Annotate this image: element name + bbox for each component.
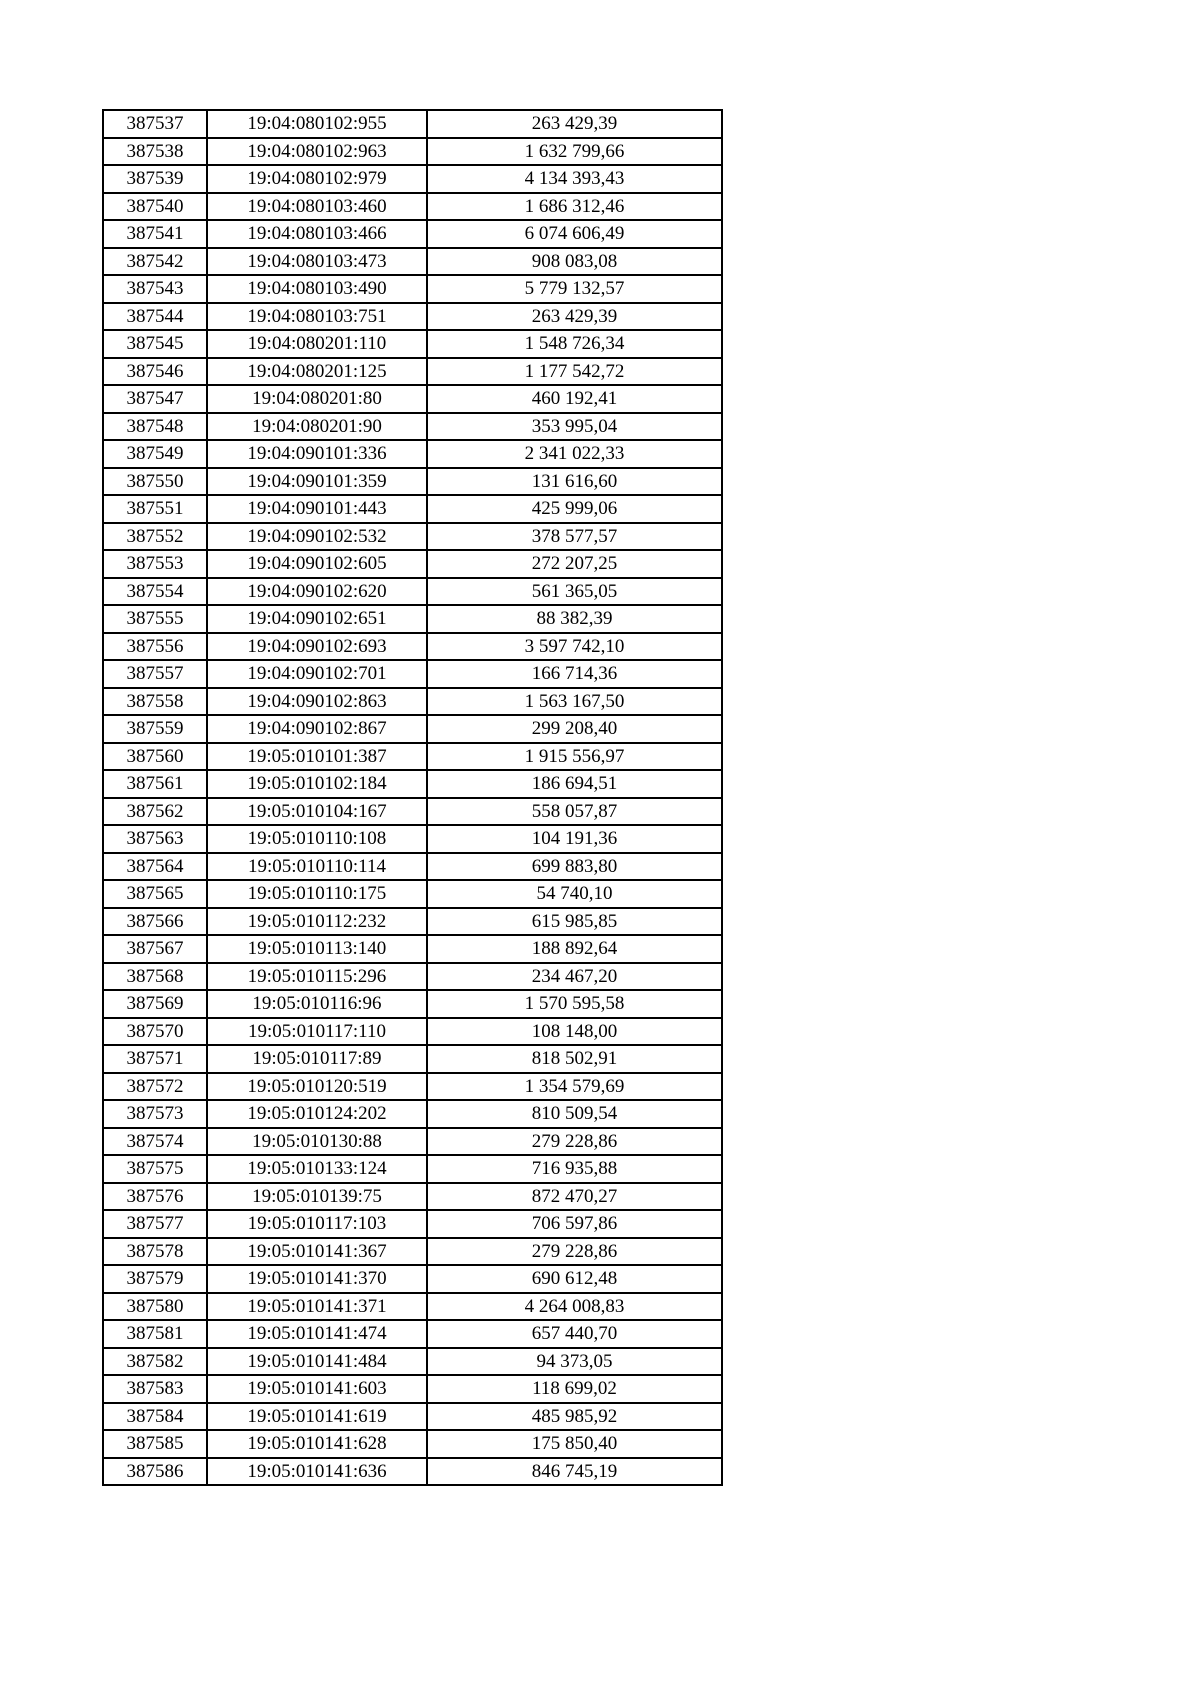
value-cell: 353 995,04 — [427, 413, 722, 441]
row-number-cell: 387551 — [103, 495, 207, 523]
cadastral-number-cell: 19:04:090101:359 — [207, 468, 427, 496]
row-number-cell: 387563 — [103, 825, 207, 853]
table-row — [103, 825, 722, 853]
cadastral-number-cell: 19:04:090102:693 — [207, 633, 427, 661]
row-number-cell: 387537 — [103, 110, 207, 138]
table-row — [103, 440, 722, 468]
row-number-cell: 387557 — [103, 660, 207, 688]
value-cell: 263 429,39 — [427, 303, 722, 331]
value-cell: 1 354 579,69 — [427, 1073, 722, 1101]
cadastral-number-cell: 19:05:010141:370 — [207, 1265, 427, 1293]
value-cell: 3 597 742,10 — [427, 633, 722, 661]
cadastral-number-cell: 19:05:010117:89 — [207, 1045, 427, 1073]
cadastral-number-cell: 19:05:010110:175 — [207, 880, 427, 908]
row-number-cell: 387567 — [103, 935, 207, 963]
cadastral-number-cell: 19:05:010117:110 — [207, 1018, 427, 1046]
value-cell: 54 740,10 — [427, 880, 722, 908]
cadastral-number-cell: 19:04:080103:490 — [207, 275, 427, 303]
value-cell: 6 074 606,49 — [427, 220, 722, 248]
value-cell: 299 208,40 — [427, 715, 722, 743]
value-cell: 716 935,88 — [427, 1155, 722, 1183]
row-number-cell: 387584 — [103, 1403, 207, 1431]
value-cell: 378 577,57 — [427, 523, 722, 551]
table-row — [103, 1128, 722, 1156]
cadastral-number-cell: 19:05:010104:167 — [207, 798, 427, 826]
table-row — [103, 1403, 722, 1431]
cadastral-number-cell: 19:04:080201:90 — [207, 413, 427, 441]
row-number-cell: 387556 — [103, 633, 207, 661]
cadastral-number-cell: 19:04:090102:532 — [207, 523, 427, 551]
cadastral-number-cell: 19:04:090102:863 — [207, 688, 427, 716]
value-cell: 234 467,20 — [427, 963, 722, 991]
table-row — [103, 248, 722, 276]
table-row — [103, 1045, 722, 1073]
cadastral-number-cell: 19:05:010110:108 — [207, 825, 427, 853]
value-cell: 818 502,91 — [427, 1045, 722, 1073]
cadastral-number-cell: 19:04:080103:466 — [207, 220, 427, 248]
row-number-cell: 387547 — [103, 385, 207, 413]
cadastral-number-cell: 19:04:080103:751 — [207, 303, 427, 331]
table-row — [103, 468, 722, 496]
value-cell: 88 382,39 — [427, 605, 722, 633]
cadastral-number-cell: 19:05:010141:367 — [207, 1238, 427, 1266]
value-cell: 1 177 542,72 — [427, 358, 722, 386]
table-row — [103, 1183, 722, 1211]
table-row — [103, 880, 722, 908]
cadastral-number-cell: 19:05:010117:103 — [207, 1210, 427, 1238]
row-number-cell: 387582 — [103, 1348, 207, 1376]
cadastral-number-cell: 19:04:090102:867 — [207, 715, 427, 743]
row-number-cell: 387571 — [103, 1045, 207, 1073]
value-cell: 425 999,06 — [427, 495, 722, 523]
table-row — [103, 1210, 722, 1238]
cadastral-number-cell: 19:04:080103:473 — [207, 248, 427, 276]
row-number-cell: 387583 — [103, 1375, 207, 1403]
cadastral-number-cell: 19:05:010101:387 — [207, 743, 427, 771]
cadastral-number-cell: 19:05:010141:619 — [207, 1403, 427, 1431]
cadastral-number-cell: 19:04:080201:125 — [207, 358, 427, 386]
cadastral-number-cell: 19:04:080102:955 — [207, 110, 427, 138]
value-cell: 131 616,60 — [427, 468, 722, 496]
cadastral-number-cell: 19:04:090102:605 — [207, 550, 427, 578]
value-cell: 166 714,36 — [427, 660, 722, 688]
row-number-cell: 387549 — [103, 440, 207, 468]
table-row — [103, 1458, 722, 1486]
row-number-cell: 387572 — [103, 1073, 207, 1101]
value-cell: 908 083,08 — [427, 248, 722, 276]
table-row — [103, 385, 722, 413]
table-row — [103, 1348, 722, 1376]
table-row — [103, 193, 722, 221]
cadastral-number-cell: 19:05:010110:114 — [207, 853, 427, 881]
table-row — [103, 1100, 722, 1128]
value-cell: 94 373,05 — [427, 1348, 722, 1376]
value-cell: 5 779 132,57 — [427, 275, 722, 303]
table-row — [103, 798, 722, 826]
row-number-cell: 387574 — [103, 1128, 207, 1156]
table-row — [103, 660, 722, 688]
row-number-cell: 387565 — [103, 880, 207, 908]
value-cell: 706 597,86 — [427, 1210, 722, 1238]
cadastral-number-cell: 19:05:010141:484 — [207, 1348, 427, 1376]
cadastral-number-cell: 19:05:010141:636 — [207, 1458, 427, 1486]
table-row — [103, 770, 722, 798]
cadastral-number-cell: 19:04:080201:110 — [207, 330, 427, 358]
cadastral-number-cell: 19:05:010102:184 — [207, 770, 427, 798]
value-cell: 561 365,05 — [427, 578, 722, 606]
table-body — [103, 110, 722, 1485]
row-number-cell: 387545 — [103, 330, 207, 358]
table-row — [103, 358, 722, 386]
cadastral-number-cell: 19:05:010141:474 — [207, 1320, 427, 1348]
value-cell: 279 228,86 — [427, 1238, 722, 1266]
table-row — [103, 963, 722, 991]
row-number-cell: 387546 — [103, 358, 207, 386]
row-number-cell: 387543 — [103, 275, 207, 303]
row-number-cell: 387575 — [103, 1155, 207, 1183]
table-row — [103, 1238, 722, 1266]
cadastral-number-cell: 19:05:010141:603 — [207, 1375, 427, 1403]
row-number-cell: 387558 — [103, 688, 207, 716]
table-row — [103, 550, 722, 578]
row-number-cell: 387579 — [103, 1265, 207, 1293]
table-row — [103, 303, 722, 331]
cadastral-number-cell: 19:04:090101:443 — [207, 495, 427, 523]
table-row — [103, 1073, 722, 1101]
row-number-cell: 387581 — [103, 1320, 207, 1348]
cadastral-number-cell: 19:04:090102:701 — [207, 660, 427, 688]
value-cell: 175 850,40 — [427, 1430, 722, 1458]
row-number-cell: 387552 — [103, 523, 207, 551]
row-number-cell: 387553 — [103, 550, 207, 578]
cadastral-number-cell: 19:04:080102:963 — [207, 138, 427, 166]
value-cell: 272 207,25 — [427, 550, 722, 578]
table-row — [103, 1293, 722, 1321]
cadastral-number-cell: 19:05:010133:124 — [207, 1155, 427, 1183]
value-cell: 104 191,36 — [427, 825, 722, 853]
row-number-cell: 387550 — [103, 468, 207, 496]
value-cell: 657 440,70 — [427, 1320, 722, 1348]
row-number-cell: 387561 — [103, 770, 207, 798]
row-number-cell: 387555 — [103, 605, 207, 633]
row-number-cell: 387573 — [103, 1100, 207, 1128]
row-number-cell: 387539 — [103, 165, 207, 193]
table-row — [103, 935, 722, 963]
table-row — [103, 1018, 722, 1046]
value-cell: 485 985,92 — [427, 1403, 722, 1431]
value-cell: 810 509,54 — [427, 1100, 722, 1128]
value-cell: 558 057,87 — [427, 798, 722, 826]
cadastral-number-cell: 19:04:080201:80 — [207, 385, 427, 413]
cadastral-number-cell: 19:05:010115:296 — [207, 963, 427, 991]
table-row — [103, 578, 722, 606]
row-number-cell: 387564 — [103, 853, 207, 881]
value-cell: 118 699,02 — [427, 1375, 722, 1403]
table-row — [103, 853, 722, 881]
row-number-cell: 387554 — [103, 578, 207, 606]
table-row — [103, 605, 722, 633]
row-number-cell: 387542 — [103, 248, 207, 276]
table-row — [103, 743, 722, 771]
row-number-cell: 387540 — [103, 193, 207, 221]
row-number-cell: 387548 — [103, 413, 207, 441]
cadastral-number-cell: 19:04:090102:620 — [207, 578, 427, 606]
value-cell: 1 548 726,34 — [427, 330, 722, 358]
value-cell: 1 632 799,66 — [427, 138, 722, 166]
table-row — [103, 1375, 722, 1403]
row-number-cell: 387576 — [103, 1183, 207, 1211]
table-row — [103, 633, 722, 661]
cadastral-number-cell: 19:05:010124:202 — [207, 1100, 427, 1128]
row-number-cell: 387578 — [103, 1238, 207, 1266]
row-number-cell: 387586 — [103, 1458, 207, 1486]
table-row — [103, 495, 722, 523]
value-cell: 846 745,19 — [427, 1458, 722, 1486]
cadastral-number-cell: 19:04:090102:651 — [207, 605, 427, 633]
value-cell: 1 570 595,58 — [427, 990, 722, 1018]
row-number-cell: 387560 — [103, 743, 207, 771]
table-row — [103, 110, 722, 138]
value-cell: 1 563 167,50 — [427, 688, 722, 716]
cadastral-number-cell: 19:05:010116:96 — [207, 990, 427, 1018]
row-number-cell: 387577 — [103, 1210, 207, 1238]
value-cell: 279 228,86 — [427, 1128, 722, 1156]
table-row — [103, 165, 722, 193]
value-cell: 188 892,64 — [427, 935, 722, 963]
cadastral-number-cell: 19:04:080102:979 — [207, 165, 427, 193]
value-cell: 1 915 556,97 — [427, 743, 722, 771]
row-number-cell: 387570 — [103, 1018, 207, 1046]
value-cell: 4 264 008,83 — [427, 1293, 722, 1321]
value-cell: 872 470,27 — [427, 1183, 722, 1211]
cadastral-number-cell: 19:05:010141:628 — [207, 1430, 427, 1458]
table-row — [103, 413, 722, 441]
table-row — [103, 990, 722, 1018]
value-cell: 186 694,51 — [427, 770, 722, 798]
data-table — [102, 109, 723, 1486]
row-number-cell: 387541 — [103, 220, 207, 248]
table-row — [103, 275, 722, 303]
value-cell: 108 148,00 — [427, 1018, 722, 1046]
table-row — [103, 330, 722, 358]
row-number-cell: 387559 — [103, 715, 207, 743]
value-cell: 2 341 022,33 — [427, 440, 722, 468]
row-number-cell: 387538 — [103, 138, 207, 166]
value-cell: 699 883,80 — [427, 853, 722, 881]
table-row — [103, 908, 722, 936]
cadastral-number-cell: 19:05:010139:75 — [207, 1183, 427, 1211]
value-cell: 4 134 393,43 — [427, 165, 722, 193]
cadastral-number-cell: 19:05:010130:88 — [207, 1128, 427, 1156]
table-row — [103, 1155, 722, 1183]
value-cell: 615 985,85 — [427, 908, 722, 936]
cadastral-number-cell: 19:05:010120:519 — [207, 1073, 427, 1101]
cadastral-number-cell: 19:05:010113:140 — [207, 935, 427, 963]
row-number-cell: 387566 — [103, 908, 207, 936]
value-cell: 1 686 312,46 — [427, 193, 722, 221]
value-cell: 460 192,41 — [427, 385, 722, 413]
row-number-cell: 387569 — [103, 990, 207, 1018]
table-row — [103, 220, 722, 248]
cadastral-number-cell: 19:04:090101:336 — [207, 440, 427, 468]
cadastral-number-cell: 19:05:010141:371 — [207, 1293, 427, 1321]
cadastral-number-cell: 19:04:080103:460 — [207, 193, 427, 221]
table-row — [103, 523, 722, 551]
table-row — [103, 688, 722, 716]
row-number-cell: 387544 — [103, 303, 207, 331]
table-row — [103, 1265, 722, 1293]
value-cell: 263 429,39 — [427, 110, 722, 138]
row-number-cell: 387580 — [103, 1293, 207, 1321]
table-row — [103, 1430, 722, 1458]
row-number-cell: 387562 — [103, 798, 207, 826]
row-number-cell: 387585 — [103, 1430, 207, 1458]
row-number-cell: 387568 — [103, 963, 207, 991]
value-cell: 690 612,48 — [427, 1265, 722, 1293]
table-row — [103, 715, 722, 743]
cadastral-number-cell: 19:05:010112:232 — [207, 908, 427, 936]
table-row — [103, 138, 722, 166]
table-row — [103, 1320, 722, 1348]
